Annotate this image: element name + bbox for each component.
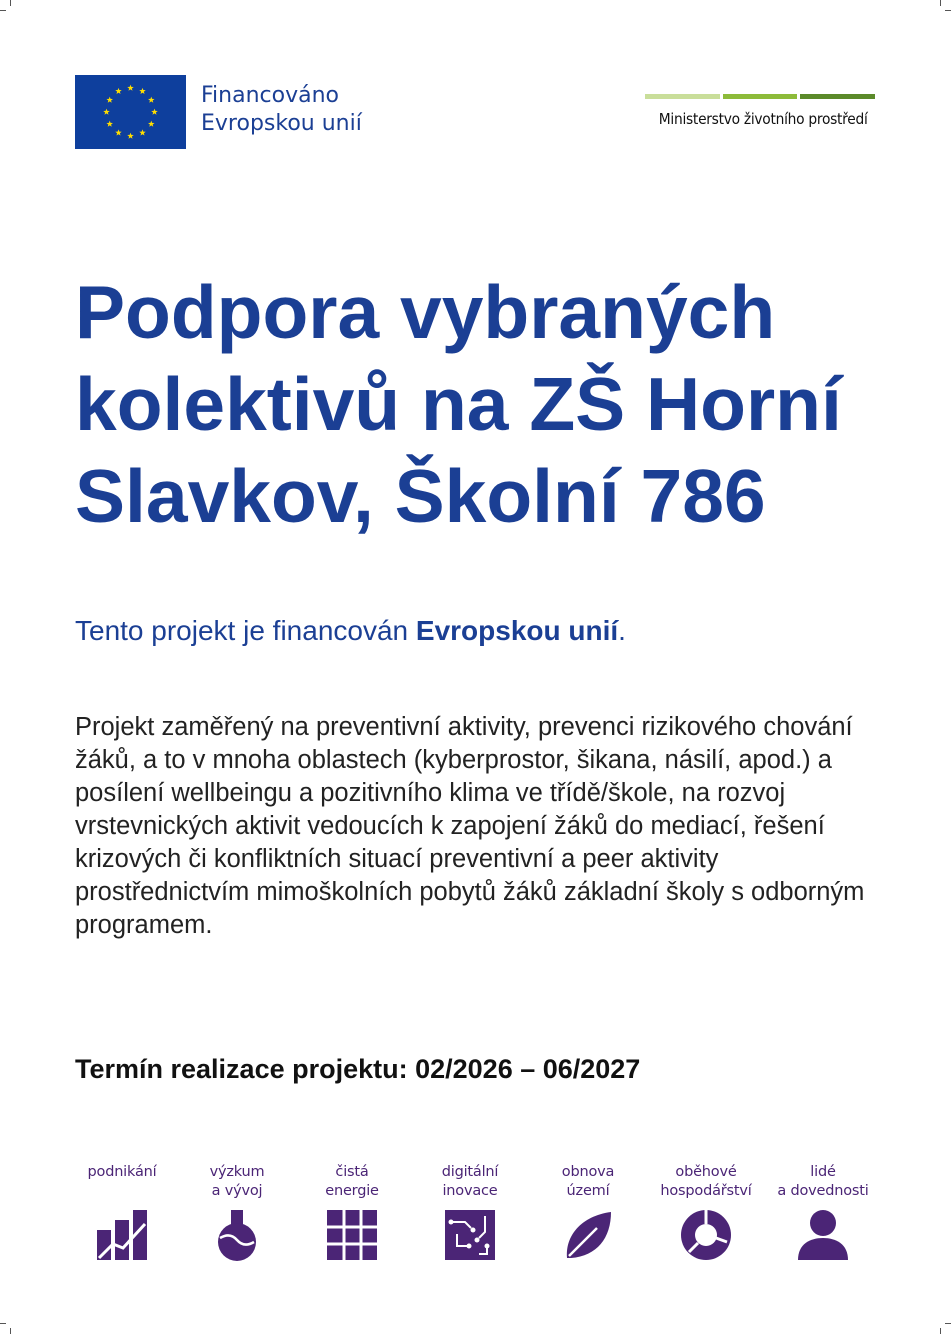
crop-mark-top-right-h [945,10,951,11]
theme-label-line2: území [566,1183,610,1199]
project-term: Termín realizace projektu: 02/2026 – 06/2027 [75,1054,641,1084]
funding-statement-suffix: . [618,615,626,646]
theme-label-line1: výzkum [209,1164,265,1180]
theme-label-line1: lidé [810,1164,836,1180]
eu-star-icon [103,109,109,115]
theme-label-line1: podnikání [87,1164,157,1180]
crop-mark-bottom-left-v [10,1328,11,1334]
theme-icons-row [62,1163,882,1273]
ministry-color-bars [645,94,875,99]
ministry-logo [645,94,875,128]
theme-label [410,1163,530,1203]
crop-mark-bottom-right-h [945,1323,951,1324]
eu-star-icon [139,88,145,94]
theme-label [763,1163,883,1203]
crop-mark-bottom-left-h [0,1323,6,1324]
eu-flag-icon [75,75,186,149]
crop-mark-top-right-v [940,0,941,6]
project-description: Projekt zaměřený na preventivní aktivity, prevenci rizikového chování žáků, a to v mnoha oblastech (kyberprostor, šikana, násilí, apod.) a posílení wellbeingu a pozitivního klima ve třídě/škole, na rozvoj vrstevnických aktivit vedoucích k zapojení žáků do mediací, řešení krizových či konfliktních situací preventivní a peer aktivity prostřednictvím mimoškolních pobytů žáků základní školy s odborným programem. [75,713,865,939]
theme-label-line2: inovace [442,1183,498,1199]
eu-star-icon [127,85,133,91]
theme-label-line2: energie [325,1183,379,1199]
theme-label-line2: a vývoj [211,1183,263,1199]
theme-label-line1: digitální [441,1164,499,1180]
eu-star-icon [148,97,154,103]
eu-funding-label [201,82,362,138]
crop-mark-bottom-right-v [940,1328,941,1334]
crop-mark-top-left-h [0,10,6,11]
eu-star-icon [148,121,154,127]
theme-label-line1: oběhové [675,1164,737,1180]
eu-funding-line1: Financováno [201,83,339,108]
theme-label [528,1163,648,1203]
solar-panel-icon [325,1208,379,1262]
theme-label [292,1163,412,1203]
crop-mark-top-left-v [10,0,11,6]
theme-research [177,1163,297,1262]
flask-icon [210,1208,264,1262]
person-icon [796,1208,850,1262]
ministry-name: Ministerstvo životního prostředí [658,110,868,128]
recycle-circle-icon [679,1208,733,1262]
funding-statement [75,613,626,649]
theme-label-line1: obnova [561,1164,615,1180]
theme-label-line2: a dovednosti [777,1183,869,1199]
leaf-icon [561,1208,615,1262]
theme-label [62,1163,182,1203]
business-chart-icon [95,1208,149,1262]
eu-star-icon [106,121,112,127]
theme-circular-economy [646,1163,766,1262]
eu-star-icon [151,109,157,115]
theme-label [177,1163,297,1203]
theme-label [646,1163,766,1203]
theme-clean-energy [292,1163,412,1262]
eu-star-icon [127,133,133,139]
circuit-icon [443,1208,497,1262]
theme-digital [410,1163,530,1262]
ministry-bar [645,94,720,99]
theme-label-line1: čistá [335,1164,369,1180]
theme-label-line2: hospodářství [660,1183,752,1199]
theme-people-skills [763,1163,883,1262]
theme-regeneration [528,1163,648,1262]
funding-statement-prefix: Tento projekt je financován [75,615,416,646]
ministry-bar [723,94,798,99]
eu-star-icon [115,88,121,94]
project-title: Podpora vybraných kolektivů na ZŠ Horní Slavkov, Školní 786 [75,270,842,538]
eu-funding-line2: Evropskou unií [201,111,362,136]
ministry-bar [800,94,875,99]
eu-star-icon [106,97,112,103]
eu-star-icon [115,129,121,135]
funding-statement-bold: Evropskou unií [415,615,619,646]
theme-business [62,1163,182,1262]
eu-star-icon [139,129,145,135]
